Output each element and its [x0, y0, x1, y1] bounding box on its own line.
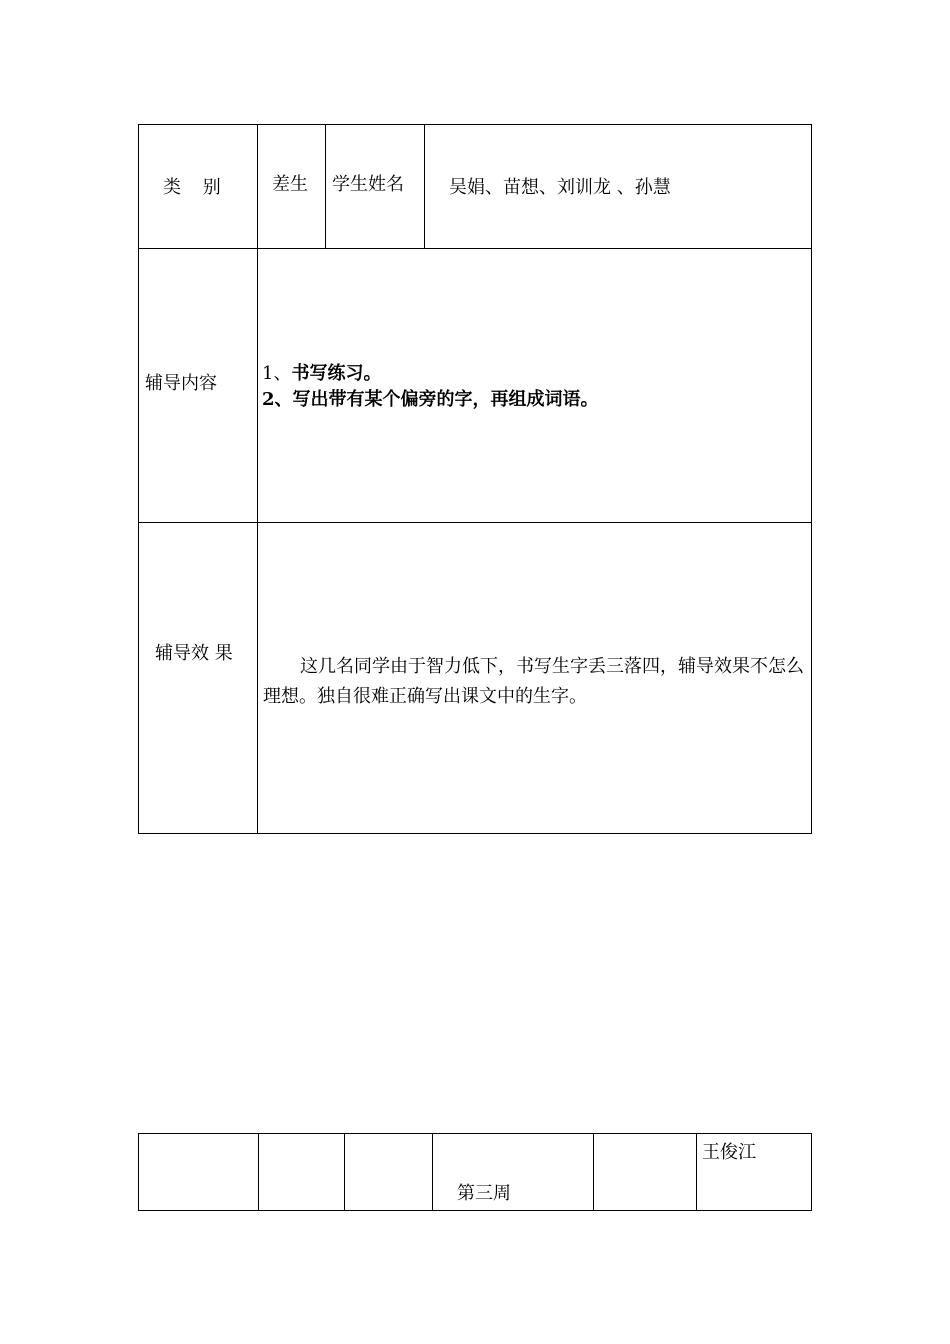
footer-border-left: [138, 1133, 139, 1211]
item-number: 2、: [262, 389, 293, 410]
item-number: 1、: [262, 363, 292, 384]
student-name-label: 学生姓名: [332, 174, 404, 195]
footer-col-divider: [432, 1133, 433, 1211]
table-border-left: [138, 124, 139, 834]
footer-border-right: [811, 1133, 812, 1211]
tutoring-content-item: [262, 389, 599, 411]
footer-week: 第三周: [457, 1183, 511, 1204]
footer-teacher-name: 王俊江: [702, 1142, 756, 1163]
footer-col-divider: [696, 1133, 697, 1211]
tutoring-content-label: 辅导内容: [145, 373, 217, 394]
footer-col-divider: [344, 1133, 345, 1211]
footer-border-top: [138, 1133, 812, 1134]
footer-border-bottom: [138, 1210, 812, 1211]
tutoring-effect-label: 辅导效 果: [155, 643, 233, 664]
table-col-divider: [325, 124, 326, 248]
item-text: 写出带有某个偏旁的字，再组成词语。: [292, 389, 599, 410]
item-text: 书写练习。: [291, 363, 382, 384]
table-row-divider: [138, 522, 812, 523]
footer-col-divider: [593, 1133, 594, 1211]
category-label: 类 别: [163, 177, 221, 198]
tutoring-effect-text: 这几名同学由于智力低下，书写生字丢三落四，辅导效果不怎么理想。独自很难正确写出课文中的生字。: [263, 656, 804, 707]
table-col-divider: [424, 124, 425, 248]
footer-col-divider: [258, 1133, 259, 1211]
category-value: 差生: [272, 174, 308, 195]
table-row-divider: [138, 248, 812, 249]
student-names: 吴娟、苗想、刘训龙 、孙慧: [449, 177, 671, 198]
tutoring-content-item: [262, 363, 381, 385]
table-col-divider: [257, 124, 258, 834]
table-border-bottom: [138, 833, 812, 834]
table-border-right: [811, 124, 812, 834]
table-border-top: [138, 124, 812, 125]
